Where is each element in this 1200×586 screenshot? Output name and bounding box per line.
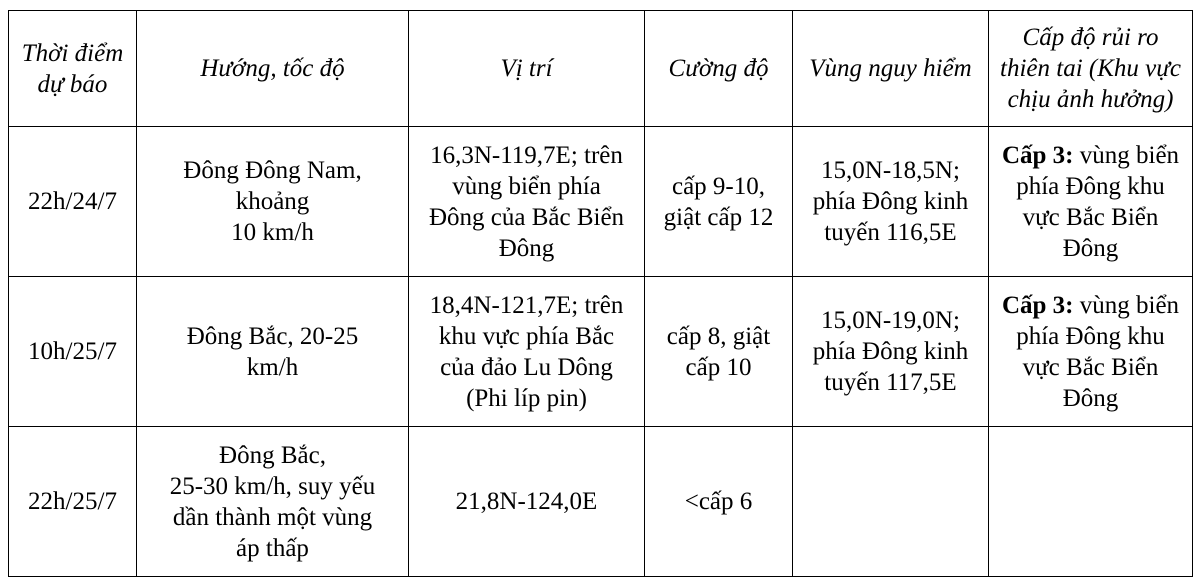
forecast-table <box>8 10 1193 577</box>
danger-line: 15,0N-18,5N; <box>821 157 960 184</box>
risk-level: Cấp 3: <box>1001 291 1074 319</box>
header-danger-line: Vùng nguy hiểm <box>809 55 972 82</box>
header-risk-line: chịu ảnh hưởng) <box>1007 86 1174 113</box>
header-risk <box>989 11 1193 127</box>
cell-time <box>9 277 137 427</box>
table-row <box>9 277 1193 427</box>
position-line: khu vực phía Bắc <box>438 322 615 350</box>
intensity-line: <cấp 6 <box>684 488 753 515</box>
cell-position <box>409 127 645 277</box>
header-intensity <box>645 11 793 127</box>
cell-risk <box>989 127 1193 277</box>
danger-line: phía Đông kinh <box>812 338 969 365</box>
position-line: Đông của Bắc Biển <box>428 203 625 231</box>
position-line: (Phi líp pin) <box>466 384 587 412</box>
position-line: Đông <box>498 234 555 262</box>
direction-line: Đông Bắc, 20-25 <box>186 322 359 350</box>
cell-risk <box>989 427 1193 577</box>
direction-line: km/h <box>246 353 299 381</box>
risk-line: phía Đông khu <box>1016 172 1165 200</box>
risk-text: vùng biển <box>1073 141 1180 169</box>
direction-line: Đông Đông Nam, <box>183 157 362 184</box>
header-danger <box>793 11 989 127</box>
risk-text: vùng biển <box>1073 291 1180 319</box>
position-line: của đảo Lu Dông <box>440 353 613 381</box>
time-text: 22h/24/7 <box>28 188 117 215</box>
cell-time <box>9 427 137 577</box>
cell-time <box>9 127 137 277</box>
cell-danger <box>793 277 989 427</box>
direction-line: 25-30 km/h, suy yếu <box>169 472 376 500</box>
risk-line <box>991 290 1190 321</box>
header-position-line: Vị trí <box>500 55 553 82</box>
danger-line: phía Đông kinh <box>812 188 969 215</box>
direction-line: 10 km/h <box>231 219 314 246</box>
cell-direction <box>137 127 409 277</box>
direction-line: dần thành một vùng <box>172 503 373 531</box>
header-direction <box>137 11 409 127</box>
risk-line: Đông <box>1062 234 1119 262</box>
risk-level: Cấp 3: <box>1001 141 1074 169</box>
danger-line: tuyến 116,5E <box>824 219 957 246</box>
risk-line: vực Bắc Biển <box>1022 353 1159 381</box>
position-line: vùng biển phía <box>452 172 601 200</box>
intensity-line: cấp 8, giật <box>666 322 771 350</box>
risk-line: Đông <box>1062 384 1119 412</box>
danger-line: tuyến 117,5E <box>824 369 957 396</box>
direction-line: áp thấp <box>236 534 309 562</box>
risk-line <box>991 140 1190 171</box>
table-row <box>9 127 1193 277</box>
header-time <box>9 11 137 127</box>
header-risk-line: thiên tai (Khu vực <box>1000 55 1181 82</box>
intensity-line: giật cấp 12 <box>663 203 774 231</box>
cell-intensity <box>645 427 793 577</box>
risk-line: vực Bắc Biển <box>1022 203 1159 231</box>
cell-intensity <box>645 127 793 277</box>
header-intensity-line: Cường độ <box>668 55 769 82</box>
time-text: 10h/25/7 <box>28 338 117 365</box>
time-text: 22h/25/7 <box>28 488 117 515</box>
header-row <box>9 11 1193 127</box>
danger-line: 15,0N-19,0N; <box>821 307 960 334</box>
cell-direction <box>137 427 409 577</box>
direction-line: Đông Bắc, <box>219 441 326 469</box>
header-direction-line: Hướng, tốc độ <box>200 55 345 82</box>
header-time-line: Thời điểm <box>21 39 124 67</box>
cell-intensity <box>645 277 793 427</box>
cell-danger <box>793 427 989 577</box>
position-line: 16,3N-119,7E; trên <box>430 141 623 169</box>
cell-position <box>409 427 645 577</box>
position-line: 21,8N-124,0E <box>455 488 598 515</box>
cell-position <box>409 277 645 427</box>
header-risk-line: Cấp độ rủi ro <box>1022 24 1159 51</box>
risk-line: phía Đông khu <box>1016 322 1165 350</box>
direction-line: khoảng <box>235 188 310 215</box>
table-row <box>9 427 1193 577</box>
intensity-line: cấp 10 <box>685 353 752 381</box>
header-time-line: dự báo <box>37 70 108 98</box>
position-line: 18,4N-121,7E; trên <box>429 291 624 319</box>
cell-risk <box>989 277 1193 427</box>
header-position <box>409 11 645 127</box>
cell-direction <box>137 277 409 427</box>
cell-danger <box>793 127 989 277</box>
intensity-line: cấp 9-10, <box>671 172 766 200</box>
